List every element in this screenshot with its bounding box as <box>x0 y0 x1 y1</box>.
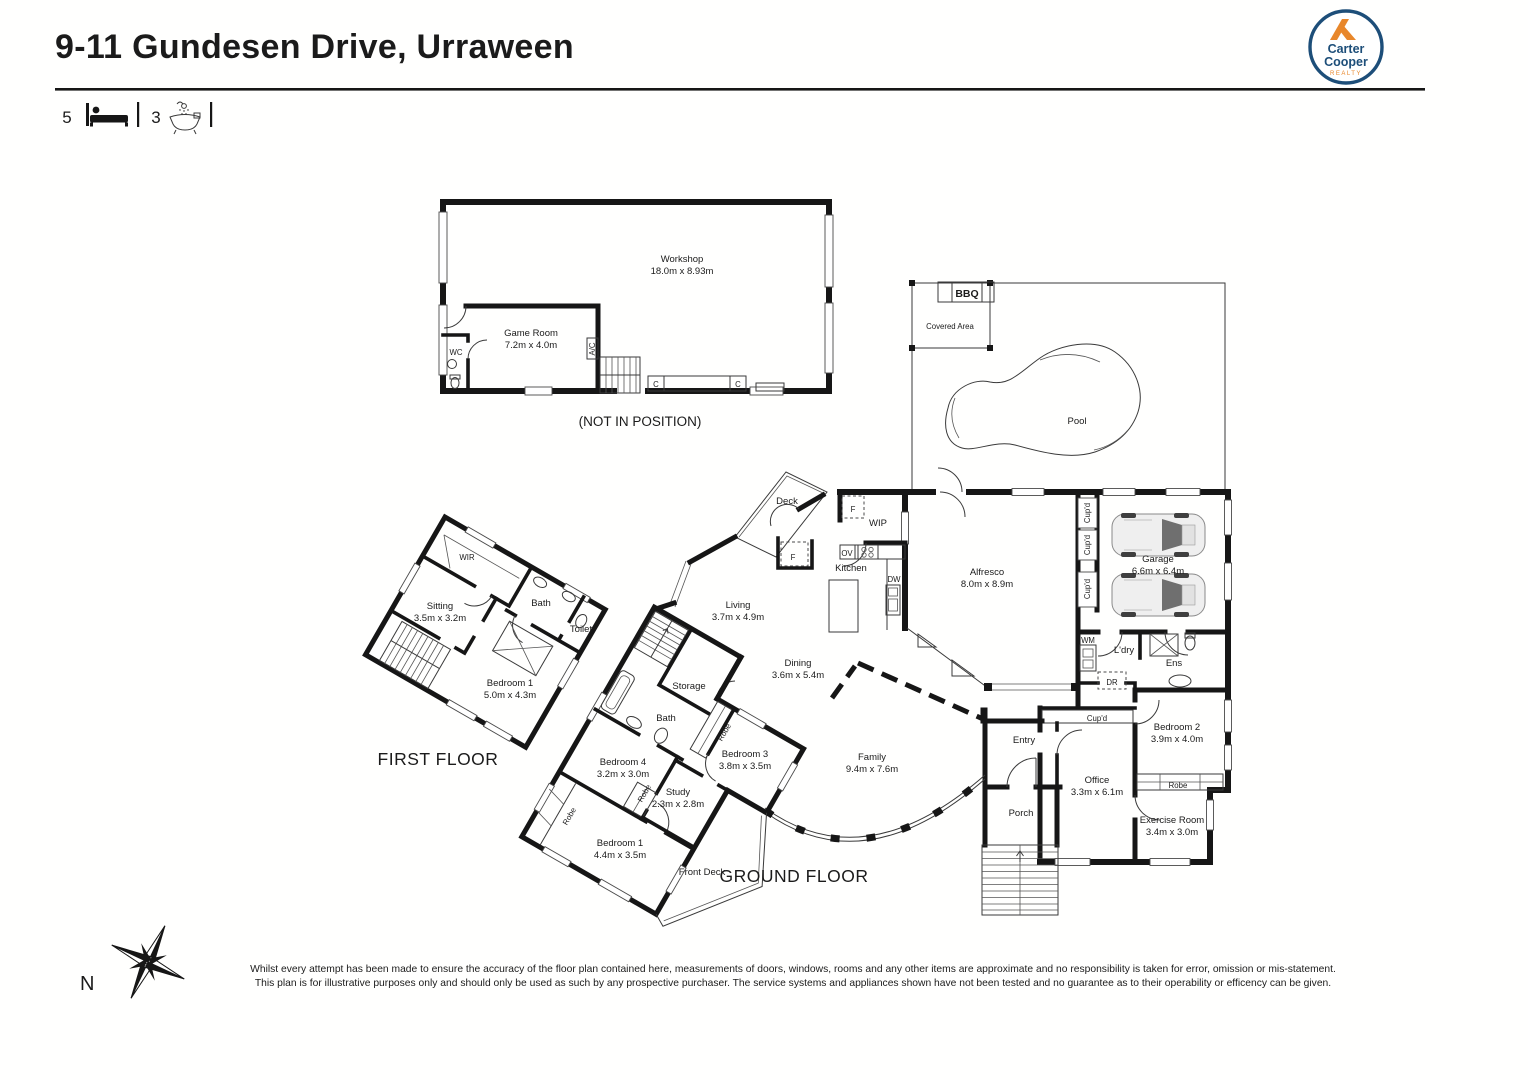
room-dims-game-room: 7.2m x 4.0m <box>504 340 558 351</box>
pool-outline <box>946 344 1141 455</box>
label-robe-bedroom3: Robe <box>715 721 733 743</box>
label-pool: Pool <box>1067 416 1087 427</box>
bath-count: 3 <box>151 108 161 127</box>
label-oven: OV <box>841 549 853 558</box>
pool-area <box>909 280 1225 490</box>
room-label-office: Office <box>1084 775 1110 786</box>
disclaimer-line-1: Whilst every attempt has been made to ensure the accuracy of the floor plan contained here, measurements of doors, windows, rooms and any other items are approximate and no responsibility is taken for error, omission or mis-statement. <box>250 964 1336 975</box>
room-label-dining: Dining <box>784 658 812 669</box>
room-label-kitchen: Kitchen <box>835 563 867 574</box>
room-dims-sitting: 3.5m x 3.2m <box>413 613 467 624</box>
room-dims-gf-bedroom1: 4.4m x 3.5m <box>593 850 647 861</box>
room-label-exercise: Exercise Room <box>1139 815 1205 826</box>
bed-count: 5 <box>62 108 72 127</box>
room-label-deck: Deck <box>776 496 798 507</box>
room-label-alfresco: Alfresco <box>969 567 1005 578</box>
first-floor-title: FIRST FLOOR <box>377 749 499 769</box>
room-dims-office: 3.3m x 6.1m <box>1070 787 1124 798</box>
stat-divider-1 <box>137 102 139 127</box>
ground-floor-title: GROUND FLOOR <box>719 866 869 886</box>
room-label-bedroom4: Bedroom 4 <box>599 757 647 768</box>
label-robe-bedroom4: Robe <box>635 782 653 804</box>
room-label-storage: Storage <box>672 681 706 692</box>
room-label-wir: WIR <box>459 553 475 562</box>
room-label-porch: Porch <box>1008 808 1034 819</box>
car-1 <box>1112 513 1205 557</box>
room-label-study: Study <box>665 787 691 798</box>
room-dims-garage: 6.6m x 6.4m <box>1131 566 1185 577</box>
room-dims-bedroom2: 3.9m x 4.0m <box>1150 734 1204 745</box>
label-covered-area: Covered Area <box>926 322 974 331</box>
stat-divider-2 <box>210 102 212 127</box>
car-2 <box>1112 573 1205 617</box>
room-label-living: Living <box>725 600 751 611</box>
room-label-family: Family <box>858 752 886 763</box>
room-label-ff-bedroom1: Bedroom 1 <box>486 678 534 689</box>
room-dims-family: 9.4m x 7.6m <box>845 764 899 775</box>
room-dims-alfresco: 8.0m x 8.9m <box>960 579 1014 590</box>
room-label-wc: WC <box>449 348 463 357</box>
label-cupd-hall: Cup'd <box>1086 714 1108 723</box>
room-label-garage: Garage <box>1142 554 1174 565</box>
room-label-sitting: Sitting <box>426 601 454 612</box>
room-label-gf-bath: Bath <box>656 713 676 724</box>
label-dryer: DR <box>1106 678 1118 687</box>
room-dims-dining: 3.6m x 5.4m <box>771 670 825 681</box>
label-robe-bedroom2: Robe <box>1168 781 1188 790</box>
label-cupboard-right: C <box>735 380 741 389</box>
room-label-wip: WIP <box>869 518 887 529</box>
room-label-bedroom3: Bedroom 3 <box>721 749 769 760</box>
room-dims-exercise: 3.4m x 3.0m <box>1145 827 1199 838</box>
page-title: 9-11 Gundesen Drive, Urraween <box>55 28 574 66</box>
logo-tagline: REALTY <box>1330 71 1362 77</box>
room-label-bedroom2: Bedroom 2 <box>1153 722 1201 733</box>
room-label-ff-bath: Bath <box>531 598 551 609</box>
room-label-laundry: L'dry <box>1113 645 1135 656</box>
room-dims-workshop: 18.0m x 8.93m <box>650 266 714 277</box>
curved-window-mullions <box>765 777 985 839</box>
label-cupd-1: Cup'd <box>1083 502 1092 524</box>
agency-logo <box>1310 11 1382 83</box>
label-cupd-3: Cup'd <box>1083 578 1092 600</box>
label-bbq: BBQ <box>955 288 979 300</box>
label-ac: A/C <box>588 342 597 356</box>
room-dims-bedroom3: 3.8m x 3.5m <box>718 761 772 772</box>
room-label-game-room: Game Room <box>504 328 558 339</box>
label-cupd-2: Cup'd <box>1083 534 1092 556</box>
compass-rose-icon <box>112 926 184 998</box>
compass-north-label: N <box>80 973 95 995</box>
bath-icon <box>170 102 200 134</box>
room-label-gf-bedroom1: Bedroom 1 <box>596 838 644 849</box>
note-not-in-position: (NOT IN POSITION) <box>578 414 702 429</box>
room-label-front-deck: Front Deck <box>678 867 726 878</box>
ground-floor-plan <box>516 468 1232 959</box>
bed-icon <box>86 103 128 127</box>
label-fridge-upper: F <box>850 505 856 514</box>
room-label-workshop: Workshop <box>660 254 704 265</box>
label-dishwasher: DW <box>887 575 901 584</box>
header-divider <box>55 88 1425 91</box>
room-label-toilet: Toilet <box>569 624 593 635</box>
room-dims-bedroom4: 3.2m x 3.0m <box>596 769 650 780</box>
disclaimer-line-2: This plan is for illustrative purposes only and should only be used as such by any prospective purchaser. The service systems and appliances shown have not been tested and no guarantee as to their operability or efficency can be given. <box>254 978 1332 989</box>
first-floor-plan <box>361 513 609 769</box>
room-dims-study: 2.3m x 2.8m <box>651 799 705 810</box>
room-label-ens: Ens <box>1165 658 1183 669</box>
label-robe-bedroom1: Robe <box>560 805 578 827</box>
label-cupboard-left: C <box>653 380 659 389</box>
workshop-building <box>439 202 833 429</box>
label-wm: WM <box>1081 636 1095 645</box>
room-dims-ff-bedroom1: 5.0m x 4.3m <box>483 690 537 701</box>
room-dims-living: 3.7m x 4.9m <box>711 612 765 623</box>
label-fridge-lower: F <box>790 553 796 562</box>
room-label-entry: Entry <box>1012 735 1036 746</box>
logo-line2: Cooper <box>1324 55 1368 69</box>
logo-line1: Carter <box>1327 42 1365 56</box>
